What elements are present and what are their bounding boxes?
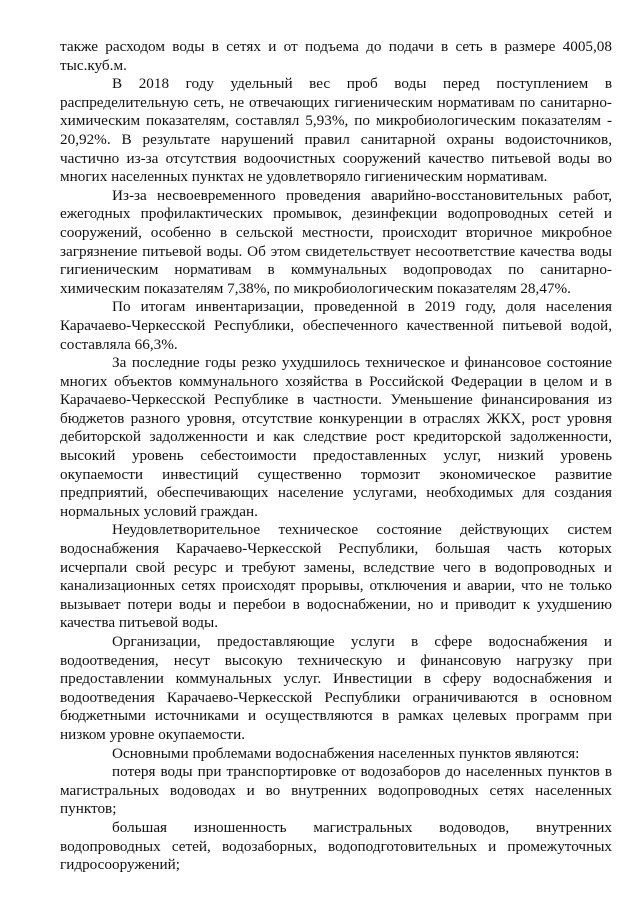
paragraph-secondary-contamination: Из-за несвоевременного проведения аварийно-восстановительных работ, ежегодных профилактических промывок, дезинфекции водопроводных сетей и сооружений, особенно в сельской местности, происходит вторичное микробное загрязнение питьевой воды. Об этом свидетельствует несоответствие качества воды гигиеническим нормативам в коммунальных водопроводах по санитарно-химическим показателям 7,38%, по микробиологическим показателям 28,47%.	[60, 186, 612, 297]
list-item-water-loss: потеря воды при транспортировке от водозаборов до населенных пунктов в магистральных водоводах и во внутренних водопроводных сетях населенных пунктов;	[60, 763, 612, 818]
paragraph-2019-inventory: По итогам инвентаризации, проведенной в 2019 году, доля населения Карачаево-Черкесской Республики, обеспеченного качественной питьевой водой, составляла 66,3%.	[60, 298, 612, 353]
paragraph-utilities-condition: За последние годы резко ухудшилось техническое и финансовое состояние многих объектов коммунального хозяйства в Российской Федерации в целом и в Карачаево-Черкесской Республике в частности. Уменьшение финансирования из бюджетов разного уровня, отсутствие конкуренции в отраслях ЖКХ, рост уровня дебиторской задолженности и как следствие рост кредиторской задолженности, высокий уровень себестоимости предоставленных услуг, низкий уровень окупаемости инвестиций существенно тормозит экономическое развитие предприятий, обеспечивающих население услугами, необходимых для создания нормальных условий граждан.	[60, 354, 612, 520]
paragraph-2018-water-samples: В 2018 году удельный вес проб воды перед поступлением в распределительную сеть, не отвечающих гигиеническим нормативам по санитарно-химическим показателям, составлял 5,93%, по микробиологическим показателям - 20,92%. В результате нарушений правил санитарной охраны водоисточников, частично из-за отсутствия водоочистных сооружений качество питьевой воды во многих населенных пунктах не удовлетворяло гигиеническим нормативам.	[60, 75, 612, 186]
paragraph-water-systems-condition: Неудовлетворительное техническое состояние действующих систем водоснабжения Карачаево-Черкесской Республики, большая часть которых исчерпали свой ресурс и требуют замены, вследствие чего в водопроводных и канализационных сетях происходят прорывы, отключения и аварии, что не только вызывает потери воды и перебои в водоснабжении, но и приводит к ухудшению качества питьевой воды.	[60, 521, 612, 632]
paragraph-water-loss-volume: также расходом воды в сетях и от подъема до подачи в сеть в размере 4005,08 тыс.куб.м.	[60, 38, 612, 74]
paragraph-main-problems-intro: Основными проблемами водоснабжения населенных пунктов являются:	[112, 744, 580, 762]
list-item-infrastructure-wear: большая изношенность магистральных водоводов, внутренних водопроводных сетей, водозаборных, водоподготовительных и промежуточных гидросооружений;	[60, 818, 612, 874]
paragraph-organizations-investment: Организации, предоставляющие услуги в сфере водоснабжения и водоотведения, несут высокую техническую и финансовую нагрузку при предоставлении коммунальных услуг. Инвестиции в сферу водоснабжения и водоотведения Карачаево-Черкесской Республики ограничиваются в основном бюджетными источниками и осуществляются в рамках целевых программ при низком уровне окупаемости.	[60, 633, 612, 743]
document-page	[60, 38, 612, 875]
